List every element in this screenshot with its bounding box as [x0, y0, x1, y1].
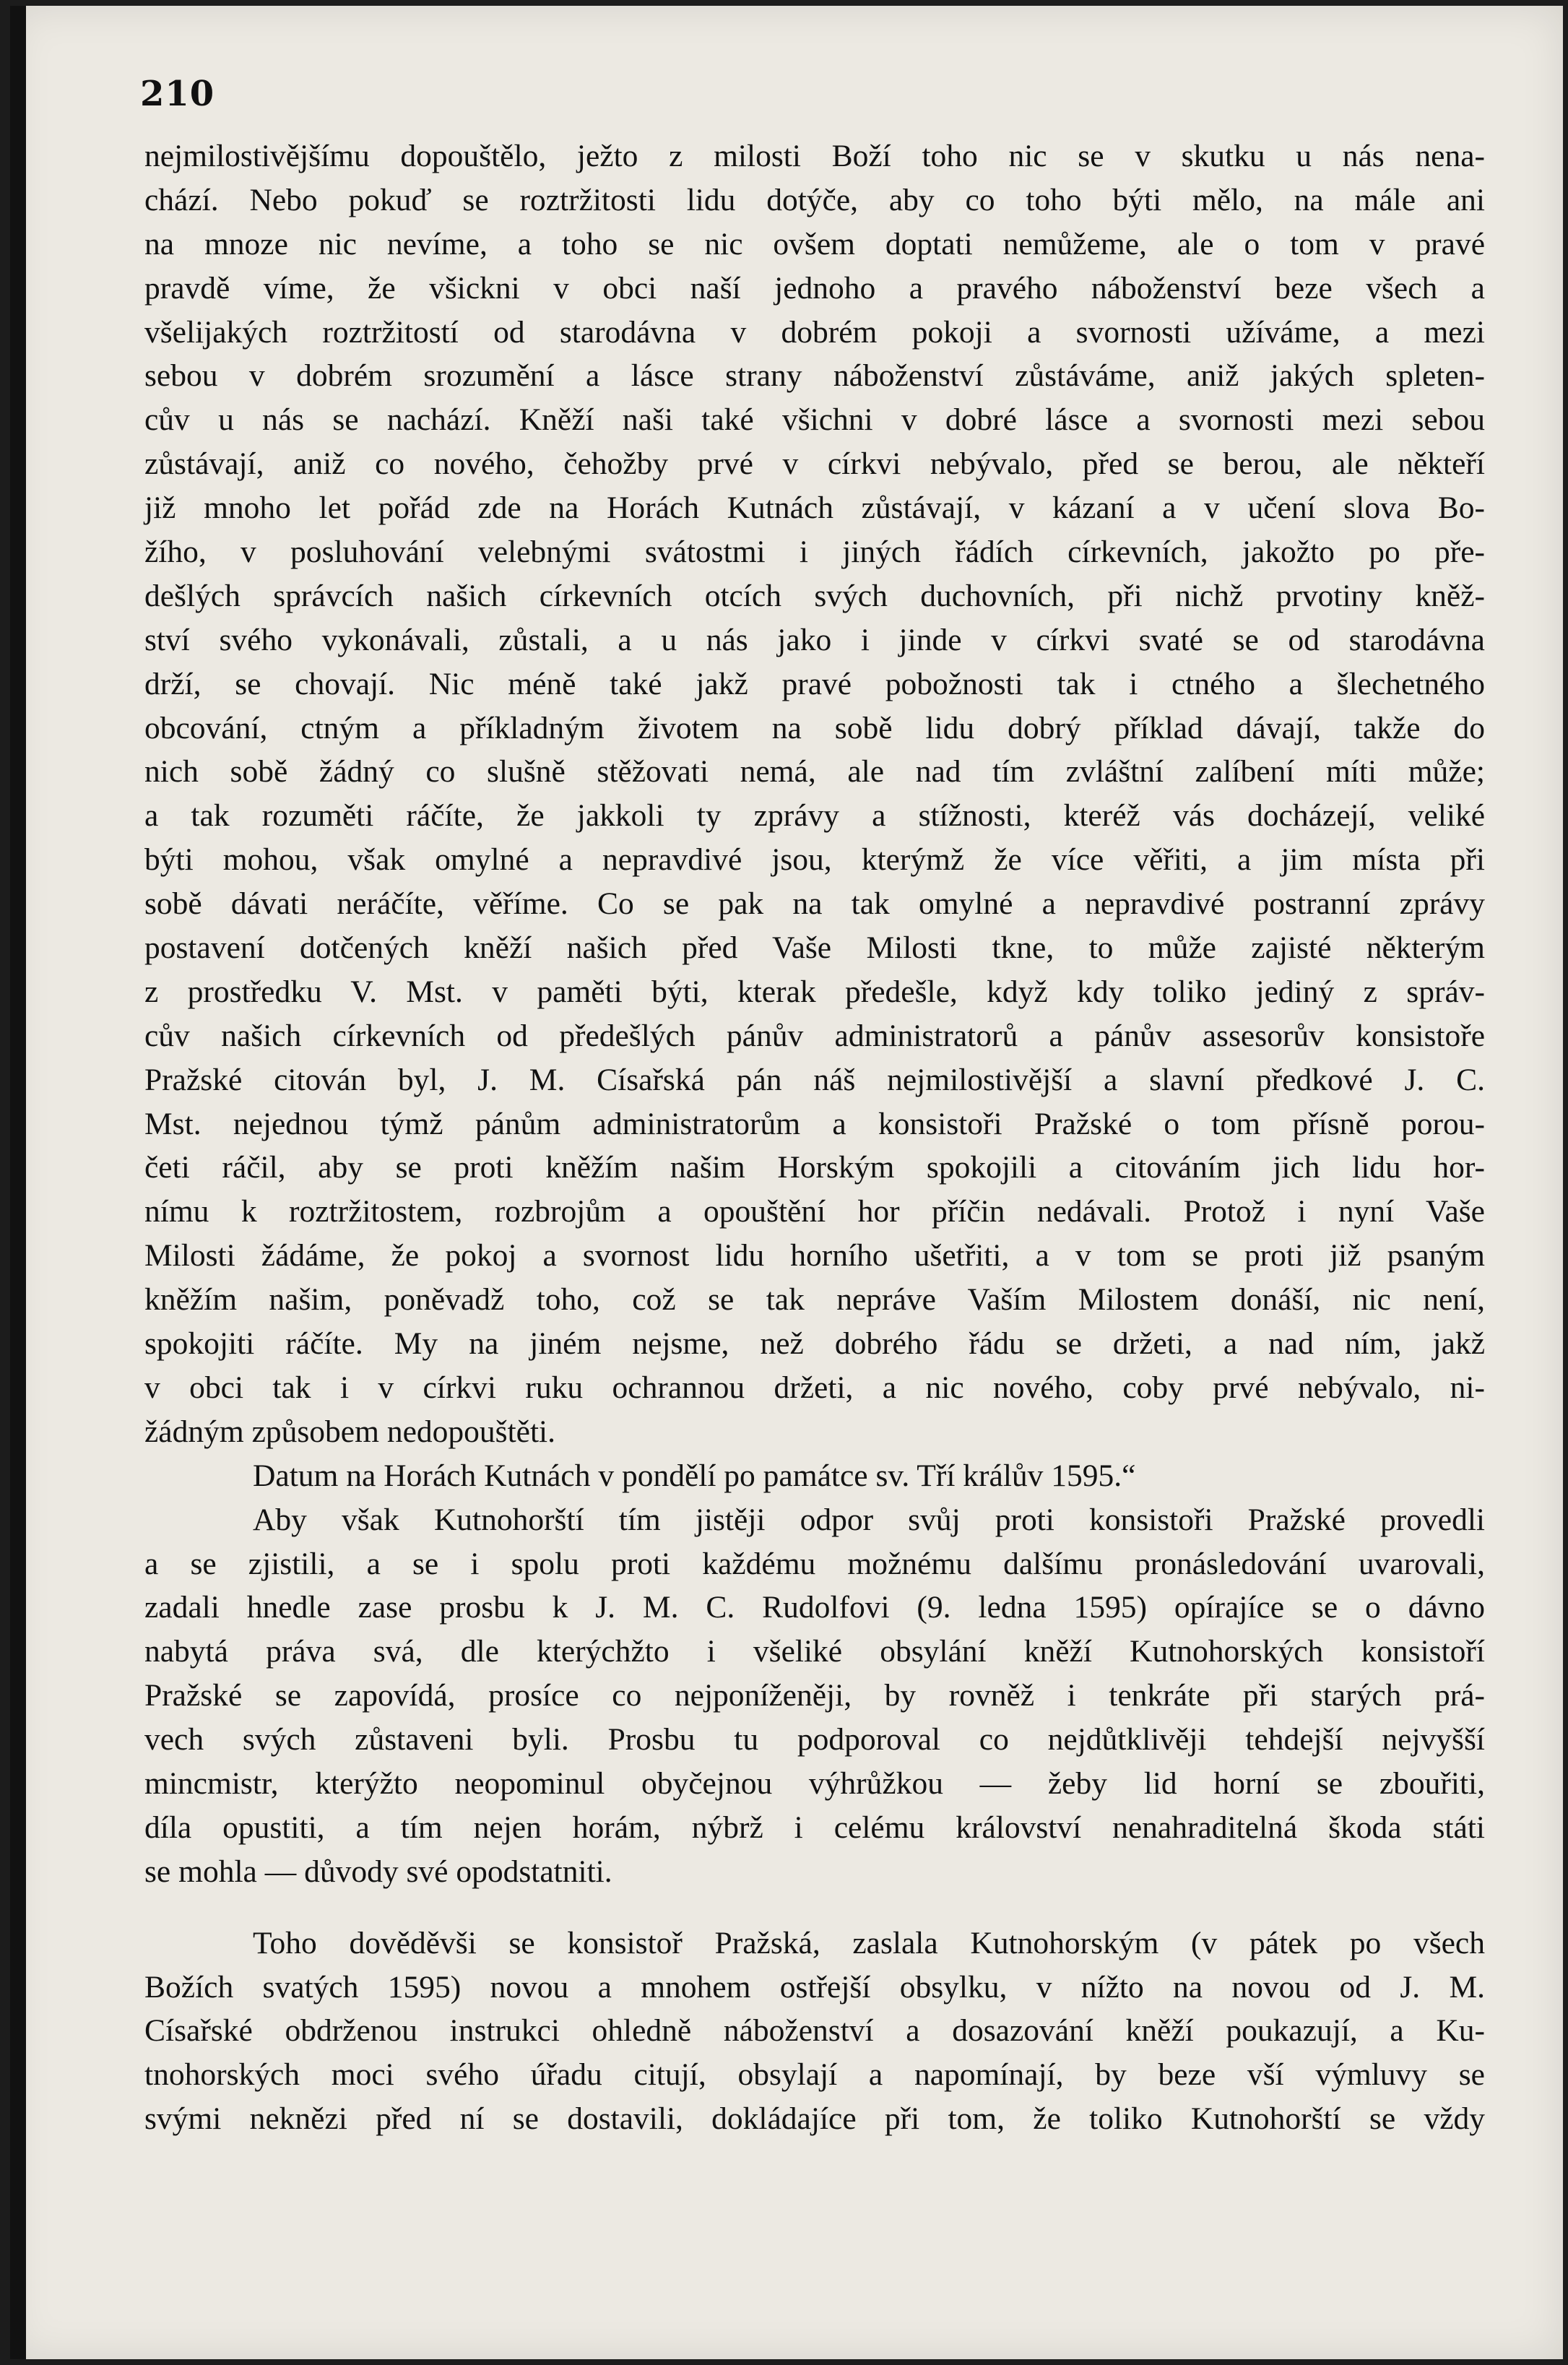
text-line: dešlých správcích našich církevních otcích svých duchovních, při nichž prvotiny kněž-	[144, 578, 1485, 613]
text-line: Pražské se zapovídá, prosíce co nejponíženěji, by rovněž i tenkráte při starých prá-	[144, 1678, 1485, 1713]
body-text	[144, 134, 1485, 2141]
text-line: nímu k roztržitostem, rozbrojům a opouštění hor příčin nedávali. Protož i nyní Vaše	[144, 1194, 1485, 1229]
page-edge-shadow	[10, 6, 26, 2359]
text-line: drží, se chovají. Nic méně také jakž pravé pobožnosti tak i ctného a šlechetného	[144, 666, 1485, 701]
text-line: zadali hnedle zase prosbu k J. M. C. Rudolfovi (9. ledna 1595) opírajíce se o dávno	[144, 1590, 1485, 1625]
text-line: a tak rozuměti ráčíte, že jakkoli ty zprávy a stížnosti, kteréž vás docházejí, veliké	[144, 798, 1485, 834]
text-line: Toho dověděvši se konsistoř Pražská, zaslala Kutnohorským (v pátek po všech	[253, 1925, 1485, 1960]
text-line: tnohorských moci svého úřadu citují, obsylají a napomínají, by beze vší výmluvy se	[144, 2057, 1485, 2093]
text-line: spokojiti ráčíte. My na jiném nejsme, než dobrého řádu se držeti, a nad ním, jakž	[144, 1326, 1485, 1362]
text-line: četi ráčil, aby se proti kněžím našim Horským spokojili a citováním jich lidu hor-	[144, 1150, 1485, 1185]
text-line: býti mohou, však omylné a nepravdivé jsou, kterýmž že více věřiti, a jim místa při	[144, 842, 1485, 878]
text-line: zůstávají, aniž co nového, čehožby prvé v církvi nebývalo, před se berou, ale někteří	[144, 446, 1485, 482]
text-line: žádným způsobem nedopouštěti.	[144, 1414, 556, 1449]
text-line: Pražské citován byl, J. M. Císařská pán náš nejmilostivější a slavní předkové J. C.	[144, 1062, 1485, 1097]
text-line: obcování, ctným a příkladným životem na sobě lidu dobrý příklad dávají, takže do	[144, 710, 1485, 745]
text-line: již mnoho let pořád zde na Horách Kutnách zůstávají, v kázaní a v učení slova Bo-	[144, 490, 1485, 526]
text-line: nejmilostivějšímu dopouštělo, ježto z milosti Boží toho nic se v skutku u nás nena-	[144, 139, 1485, 173]
text-line: cův u nás se nachází. Kněží naši také všichni v dobré lásce a svornosti mezi sebou	[144, 402, 1485, 438]
text-line: cův našich církevních od předešlých pánův administratorů a pánův assesorův konsistoře	[144, 1018, 1485, 1053]
text-line: sobě dávati neráčíte, věříme. Co se pak na tak omylné a nepravdivé postranní zprávy	[144, 886, 1485, 922]
text-line: Mst. nejednou týmž pánům administratorům a konsistoři Pražské o tom přísně porou-	[144, 1106, 1485, 1141]
text-line: z prostředku V. Mst. v paměti býti, kterak předešle, když kdy toliko jediný z správ-	[144, 974, 1485, 1009]
page-number: 210	[140, 74, 215, 114]
text-line: Císařské obdrženou instrukci ohledně náboženství a dosazování kněží poukazují, a Ku-	[144, 2013, 1485, 2049]
text-line: na mnoze nic nevíme, a toho se nic ovšem doptati nemůžeme, ale o tom v pravé	[144, 226, 1485, 261]
text-line: mincmistr, kterýžto neopominul obyčejnou výhrůžkou — žeby lid horní se zbouřiti,	[144, 1765, 1485, 1801]
text-line: nabytá práva svá, dle kterýchžto i všeliké obsylání kněží Kutnohorských konsistoří	[144, 1634, 1485, 1669]
text-line: se mohla — důvody své opodstatniti.	[144, 1854, 612, 1889]
book-page	[10, 6, 1563, 2359]
text-line: Božích svatých 1595) novou a mnohem ostřejší obsylku, v nížto na novou od J. M.	[144, 1969, 1485, 2005]
text-line: svými neknězi před ní se dostavili, dokládajíce při tom, že toliko Kutnohorští se vždy	[144, 2101, 1485, 2137]
text-line: kněžím našim, poněvadž toho, což se tak nepráve Vaším Milostem donáší, nic není,	[144, 1282, 1485, 1318]
text-line: postavení dotčených kněží našich před Vaše Milosti tkne, to může zajisté některým	[144, 930, 1485, 966]
text-line: Aby však Kutnohorští tím jistěji odpor svůj proti konsistoři Pražské provedli	[253, 1502, 1485, 1537]
text-line: Datum na Horách Kutnách v pondělí po památce sv. Tří králův 1595.“	[253, 1458, 1136, 1493]
text-line: sebou v dobrém srozumění a lásce strany náboženství zůstáváme, aniž jakých spleten-	[144, 358, 1485, 394]
text-line: v obci tak i v církvi ruku ochrannou držeti, a nic nového, coby prvé nebývalo, ni-	[144, 1370, 1485, 1405]
text-line: díla opustiti, a tím nejen horám, nýbrž i celému království nenahraditelná škoda státi	[144, 1810, 1485, 1845]
text-line: nich sobě žádný co slušně stěžovati nemá, ale nad tím zvláštní zalíbení míti může;	[144, 754, 1485, 790]
text-line: ství svého vykonávali, zůstali, a u nás jako i jinde v církvi svaté se od starodávna	[144, 622, 1485, 657]
text-line: a se zjistili, a se i spolu proti každému možnému dalšímu pronásledování uvarovali,	[144, 1546, 1485, 1581]
text-line: chází. Nebo pokuď se roztržitosti lidu dotýče, aby co toho býti mělo, na mále ani	[144, 182, 1485, 217]
text-line: Milosti žádáme, že pokoj a svornost lidu horního ušetřiti, a v tom se proti již psaným	[144, 1238, 1485, 1274]
text-line: žího, v posluhování velebnými svátostmi i jiných řádích církevních, jakožto po pře-	[144, 535, 1485, 570]
text-line: pravdě víme, že všickni v obci naší jednoho a pravého náboženství beze všech a	[144, 270, 1485, 306]
text-line: všelijakých roztržitostí od starodávna v dobrém pokoji a svornosti užíváme, a mezi	[144, 314, 1485, 350]
text-line: vech svých zůstaveni byli. Prosbu tu podporoval co nejdůtklivěji tehdejší nejvyšší	[144, 1722, 1485, 1757]
